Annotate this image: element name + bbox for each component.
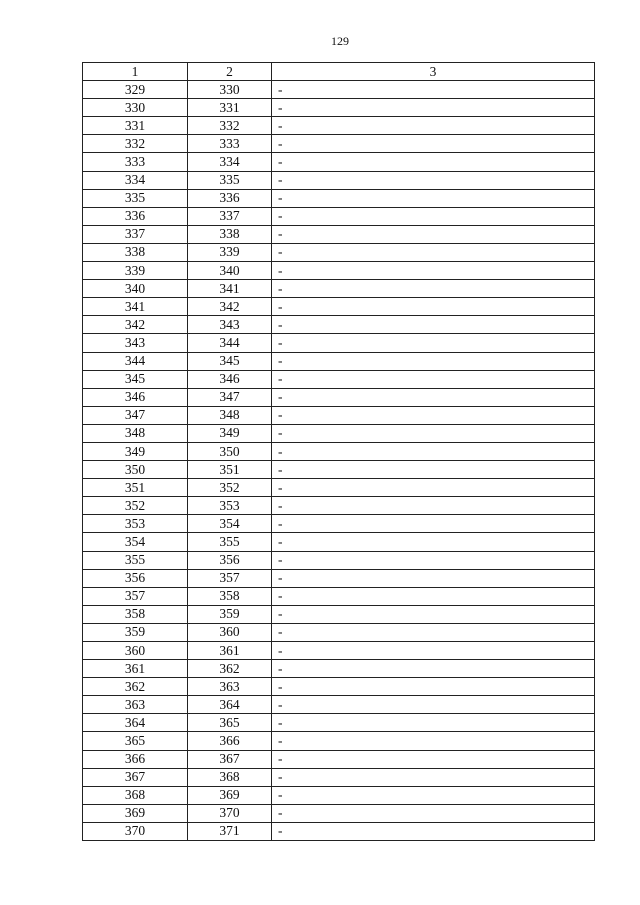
table-cell-col2: 361 <box>188 642 272 660</box>
table-cell-col2: 352 <box>188 479 272 497</box>
table-row <box>83 623 595 641</box>
table-row <box>83 442 595 460</box>
table-cell-col1: 333 <box>83 153 188 171</box>
table-cell-col3: - <box>272 442 595 460</box>
table-cell-col3: - <box>272 696 595 714</box>
table-cell-col3: - <box>272 660 595 678</box>
table-cell-col1: 362 <box>83 678 188 696</box>
column-header-1: 1 <box>83 63 188 81</box>
table-cell-col2: 342 <box>188 298 272 316</box>
table-cell-col3: - <box>272 153 595 171</box>
table-cell-col2: 371 <box>188 822 272 840</box>
table-cell-col2: 370 <box>188 804 272 822</box>
table-cell-col1: 346 <box>83 388 188 406</box>
table-row <box>83 280 595 298</box>
table-cell-col2: 363 <box>188 678 272 696</box>
table-cell-col3: - <box>272 750 595 768</box>
column-header-3: 3 <box>272 63 595 81</box>
table-cell-col3: - <box>272 81 595 99</box>
table-cell-col2: 359 <box>188 605 272 623</box>
table-row <box>83 81 595 99</box>
table-cell-col1: 337 <box>83 225 188 243</box>
table-row <box>83 732 595 750</box>
table-cell-col1: 365 <box>83 732 188 750</box>
table-row <box>83 587 595 605</box>
table-body <box>83 81 595 841</box>
table-row <box>83 533 595 551</box>
table-cell-col1: 358 <box>83 605 188 623</box>
table-cell-col3: - <box>272 768 595 786</box>
table-cell-col2: 357 <box>188 569 272 587</box>
table-cell-col1: 357 <box>83 587 188 605</box>
table-cell-col3: - <box>272 569 595 587</box>
table-row <box>83 786 595 804</box>
table-cell-col3: - <box>272 280 595 298</box>
table-cell-col3: - <box>272 262 595 280</box>
table-cell-col3: - <box>272 605 595 623</box>
table-cell-col3: - <box>272 623 595 641</box>
table-row <box>83 189 595 207</box>
table-cell-col2: 334 <box>188 153 272 171</box>
table-cell-col3: - <box>272 551 595 569</box>
table-cell-col2: 343 <box>188 316 272 334</box>
table-cell-col3: - <box>272 117 595 135</box>
table-cell-col1: 363 <box>83 696 188 714</box>
table-cell-col2: 349 <box>188 424 272 442</box>
table-cell-col1: 338 <box>83 243 188 261</box>
table-cell-col3: - <box>272 406 595 424</box>
table-cell-col1: 356 <box>83 569 188 587</box>
table-cell-col2: 365 <box>188 714 272 732</box>
table-row <box>83 569 595 587</box>
table-cell-col1: 351 <box>83 479 188 497</box>
table-cell-col1: 350 <box>83 461 188 479</box>
table-cell-col1: 329 <box>83 81 188 99</box>
table-cell-col3: - <box>272 189 595 207</box>
table-cell-col1: 332 <box>83 135 188 153</box>
table-cell-col3: - <box>272 171 595 189</box>
table-cell-col1: 345 <box>83 370 188 388</box>
table-cell-col1: 355 <box>83 551 188 569</box>
table-cell-col3: - <box>272 207 595 225</box>
table-cell-col2: 364 <box>188 696 272 714</box>
table-cell-col1: 342 <box>83 316 188 334</box>
table-cell-col2: 351 <box>188 461 272 479</box>
table-row <box>83 768 595 786</box>
table-cell-col2: 345 <box>188 352 272 370</box>
table-header-row <box>83 63 595 81</box>
table-cell-col3: - <box>272 461 595 479</box>
table-row <box>83 316 595 334</box>
table-cell-col1: 360 <box>83 642 188 660</box>
table-row <box>83 822 595 840</box>
table-cell-col2: 360 <box>188 623 272 641</box>
table-cell-col1: 361 <box>83 660 188 678</box>
table-cell-col1: 331 <box>83 117 188 135</box>
table-cell-col3: - <box>272 424 595 442</box>
table-row <box>83 714 595 732</box>
table-cell-col3: - <box>272 642 595 660</box>
table-cell-col3: - <box>272 243 595 261</box>
table-cell-col1: 354 <box>83 533 188 551</box>
table-cell-col3: - <box>272 334 595 352</box>
table-cell-col1: 343 <box>83 334 188 352</box>
table-cell-col3: - <box>272 804 595 822</box>
table-cell-col3: - <box>272 135 595 153</box>
table-cell-col3: - <box>272 298 595 316</box>
table-cell-col3: - <box>272 352 595 370</box>
table-cell-col2: 346 <box>188 370 272 388</box>
table-cell-col1: 344 <box>83 352 188 370</box>
table-cell-col2: 341 <box>188 280 272 298</box>
table-cell-col1: 339 <box>83 262 188 280</box>
table-cell-col2: 347 <box>188 388 272 406</box>
table-cell-col1: 352 <box>83 497 188 515</box>
table-row <box>83 388 595 406</box>
table-cell-col2: 336 <box>188 189 272 207</box>
table-cell-col1: 336 <box>83 207 188 225</box>
table-cell-col1: 368 <box>83 786 188 804</box>
table-cell-col2: 335 <box>188 171 272 189</box>
table-row <box>83 334 595 352</box>
table-cell-col3: - <box>272 714 595 732</box>
table-row <box>83 551 595 569</box>
table-cell-col2: 332 <box>188 117 272 135</box>
table-row <box>83 660 595 678</box>
data-table <box>82 62 595 841</box>
table-cell-col3: - <box>272 99 595 117</box>
table-cell-col3: - <box>272 497 595 515</box>
table-cell-col1: 347 <box>83 406 188 424</box>
table-row <box>83 696 595 714</box>
table-cell-col3: - <box>272 316 595 334</box>
table-cell-col3: - <box>272 786 595 804</box>
table-cell-col1: 359 <box>83 623 188 641</box>
table-cell-col3: - <box>272 678 595 696</box>
table-cell-col2: 362 <box>188 660 272 678</box>
table-cell-col3: - <box>272 822 595 840</box>
table-cell-col3: - <box>272 587 595 605</box>
table-row <box>83 262 595 280</box>
table-row <box>83 135 595 153</box>
table-row <box>83 225 595 243</box>
table-cell-col1: 341 <box>83 298 188 316</box>
table-cell-col3: - <box>272 370 595 388</box>
table-cell-col1: 370 <box>83 822 188 840</box>
table-cell-col2: 339 <box>188 243 272 261</box>
table-cell-col2: 367 <box>188 750 272 768</box>
table-row <box>83 642 595 660</box>
table-cell-col1: 364 <box>83 714 188 732</box>
page-number: 129 <box>331 34 349 48</box>
table-cell-col2: 353 <box>188 497 272 515</box>
table-cell-col2: 344 <box>188 334 272 352</box>
table-cell-col2: 350 <box>188 442 272 460</box>
table-row <box>83 352 595 370</box>
table-cell-col1: 348 <box>83 424 188 442</box>
table-cell-col3: - <box>272 732 595 750</box>
table-cell-col2: 356 <box>188 551 272 569</box>
table-cell-col3: - <box>272 225 595 243</box>
table-row <box>83 153 595 171</box>
table-cell-col1: 340 <box>83 280 188 298</box>
column-header-2: 2 <box>188 63 272 81</box>
table-row <box>83 750 595 768</box>
table-row <box>83 804 595 822</box>
table-row <box>83 243 595 261</box>
table-cell-col2: 331 <box>188 99 272 117</box>
table-cell-col2: 340 <box>188 262 272 280</box>
table-cell-col3: - <box>272 533 595 551</box>
table-row <box>83 479 595 497</box>
table-cell-col2: 348 <box>188 406 272 424</box>
table-cell-col2: 358 <box>188 587 272 605</box>
table-row <box>83 171 595 189</box>
table-row <box>83 497 595 515</box>
table-row <box>83 406 595 424</box>
table-cell-col2: 330 <box>188 81 272 99</box>
table-cell-col1: 330 <box>83 99 188 117</box>
table-cell-col1: 334 <box>83 171 188 189</box>
table-row <box>83 370 595 388</box>
table-cell-col3: - <box>272 515 595 533</box>
table-cell-col1: 366 <box>83 750 188 768</box>
table-row <box>83 117 595 135</box>
table-row <box>83 461 595 479</box>
table-row <box>83 207 595 225</box>
table-row <box>83 298 595 316</box>
table-cell-col2: 338 <box>188 225 272 243</box>
table-cell-col1: 367 <box>83 768 188 786</box>
table-cell-col3: - <box>272 388 595 406</box>
table-cell-col3: - <box>272 479 595 497</box>
table-row <box>83 605 595 623</box>
table-cell-col2: 354 <box>188 515 272 533</box>
table-row <box>83 678 595 696</box>
table-cell-col2: 337 <box>188 207 272 225</box>
table-cell-col1: 335 <box>83 189 188 207</box>
table-cell-col2: 355 <box>188 533 272 551</box>
table-cell-col1: 349 <box>83 442 188 460</box>
table-row <box>83 424 595 442</box>
table-cell-col2: 368 <box>188 768 272 786</box>
table-cell-col1: 369 <box>83 804 188 822</box>
table-row <box>83 515 595 533</box>
table-cell-col2: 369 <box>188 786 272 804</box>
table-cell-col2: 333 <box>188 135 272 153</box>
table-row <box>83 99 595 117</box>
table-cell-col2: 366 <box>188 732 272 750</box>
table-cell-col1: 353 <box>83 515 188 533</box>
